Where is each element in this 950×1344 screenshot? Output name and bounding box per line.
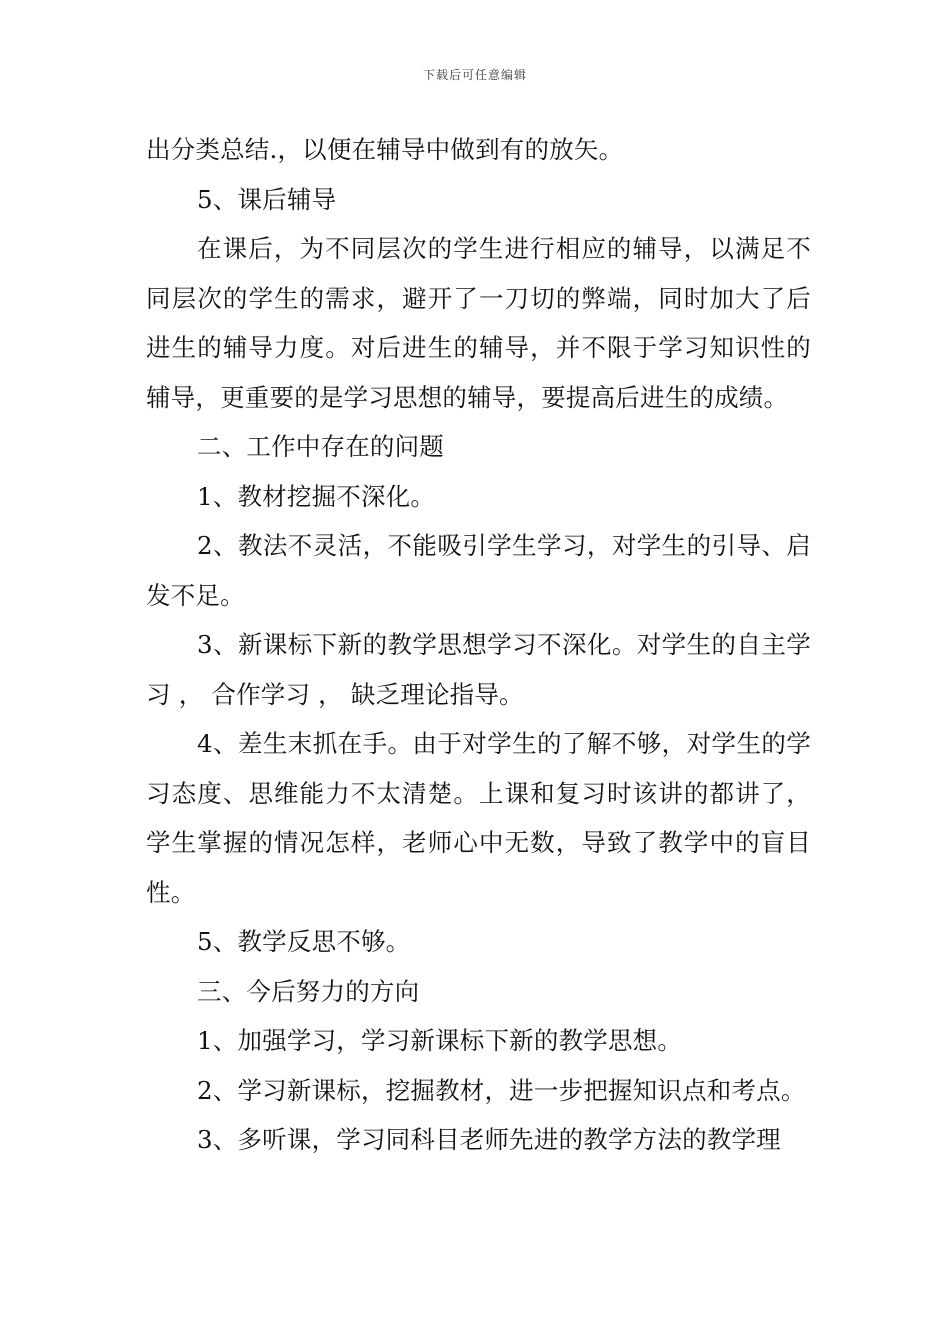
document-body bbox=[146, 125, 811, 1165]
section-heading-3: 三、今后努力的方向 bbox=[197, 976, 420, 1006]
page-header: 下载后可任意编辑 bbox=[422, 68, 527, 82]
list-item-5: 5、教学反思不够。 bbox=[197, 927, 411, 956]
direction-item-3: 3、多听课，学习同科目老师先进的教学方法的教学理 bbox=[197, 1125, 781, 1154]
list-item-2: 2、教法不灵活，不能吸引学生学习，对学生的引导、启发不足。 bbox=[146, 531, 811, 610]
paragraph-3: 在课后，为不同层次的学生进行相应的辅导，以满足不同层次的学生的需求，避开了一刀切的弊端，同时加大了后进生的辅导力度。对后进生的辅导，并不限于学习知识性的辅导，更重要的是学习思想的辅导，要提高后进生的成绩。 bbox=[146, 234, 811, 412]
direction-item-1: 1、加强学习，学习新课标下新的教学思想。 bbox=[197, 1026, 683, 1055]
paragraph-1: 出分类总结.，以便在辅导中做到有的放矢。 bbox=[146, 135, 624, 164]
list-item-4: 4、差生末抓在手。由于对学生的了解不够，对学生的学习态度、思维能力不太清楚。上课和复习时该讲的都讲了，学生掌握的情况怎样，老师心中无数，导致了教学中的盲目性。 bbox=[146, 729, 811, 907]
direction-item-2: 2、学习新课标，挖掘教材，进一步把握知识点和考点。 bbox=[197, 1075, 806, 1105]
list-item-3: 3、新课标下新的教学思想学习不深化。对学生的自主学习 ， 合作学习 ， 缺乏理论指导。 bbox=[146, 630, 811, 709]
section-heading-2: 二、工作中存在的问题 bbox=[197, 432, 444, 461]
list-item-1: 1、教材挖掘不深化。 bbox=[197, 481, 436, 511]
paragraph-2: 5、课后辅导 bbox=[197, 184, 337, 214]
